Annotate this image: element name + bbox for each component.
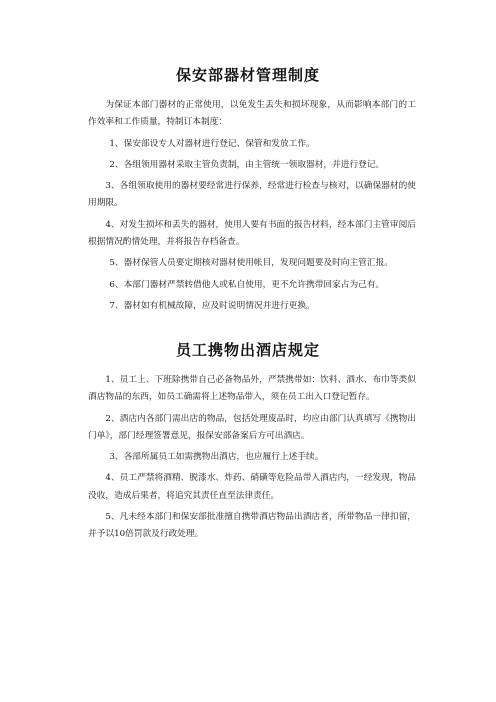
paragraph: 5、器材保管人员要定期核对器材使用帐目，发现问题要及时向主管汇报。 (109, 258, 393, 269)
regulation-section (88, 372, 416, 548)
page-title: 保安部器材管理制度 (175, 66, 320, 84)
paragraph: 6、本部门器材严禁转借他人或私自使用，更不允许携带回家占为己有。 (109, 279, 385, 290)
regulation-section (88, 97, 416, 319)
paragraph: 为保证本部门器材的正常使用，以免发生丢失和损坏现象，从而影响本部门的工作效率和工作质量，特制订本制度： (88, 100, 416, 128)
paragraph: 3、各部所属员工如需携物出酒店，也应履行上述手续。 (109, 452, 324, 463)
paragraph: 5、凡未经本部门和保安部批准擅自携带酒店物品出酒店者，所带物品一律扣留，并予以10倍罚款及行政处理。 (88, 512, 416, 540)
paragraph: 3、各组领取使用的器材要经常进行保养，经常进行检查与核对，以确保器材的使用期限。 (88, 181, 416, 209)
paragraph: 1、保安部设专人对器材进行登记、保管和发放工作。 (109, 138, 315, 149)
paragraph: 4、员工严禁将酒精、脱漆水、炸药、硝磺等危险品带入酒店内，一经发现，物品没收，造成后果者，将追究其责任直至法律责任。 (88, 473, 416, 501)
paragraph: 4、对发生损坏和丢失的器材，使用人要有书面的报告材料，经本部门主管审阅后根据情况酌情处理，并将报告存档备查。 (88, 219, 416, 248)
paragraph: 1、员工上、下班除携带自己必备物品外，严禁携带如：饮料、酒水、布巾等类似酒店物品的东西，如员工确需将上述物品带入，须在员工出入口登记暂存。 (88, 375, 416, 403)
paragraph: 7、器材如有机械故障，应及时说明情况并进行更换。 (109, 300, 315, 311)
paragraph: 2、酒店内各部门需出店的物品，包括处理废品时，均应由部门认真填写《携物出门单》，部门经理签署意见，报保安部备案后方可出酒店。 (88, 413, 416, 441)
paragraph: 2、各组领用器材采取主管负责制，由主管统一领取器材，并进行登记。 (109, 159, 385, 170)
page-title: 员工携物出酒店规定 (175, 341, 320, 359)
